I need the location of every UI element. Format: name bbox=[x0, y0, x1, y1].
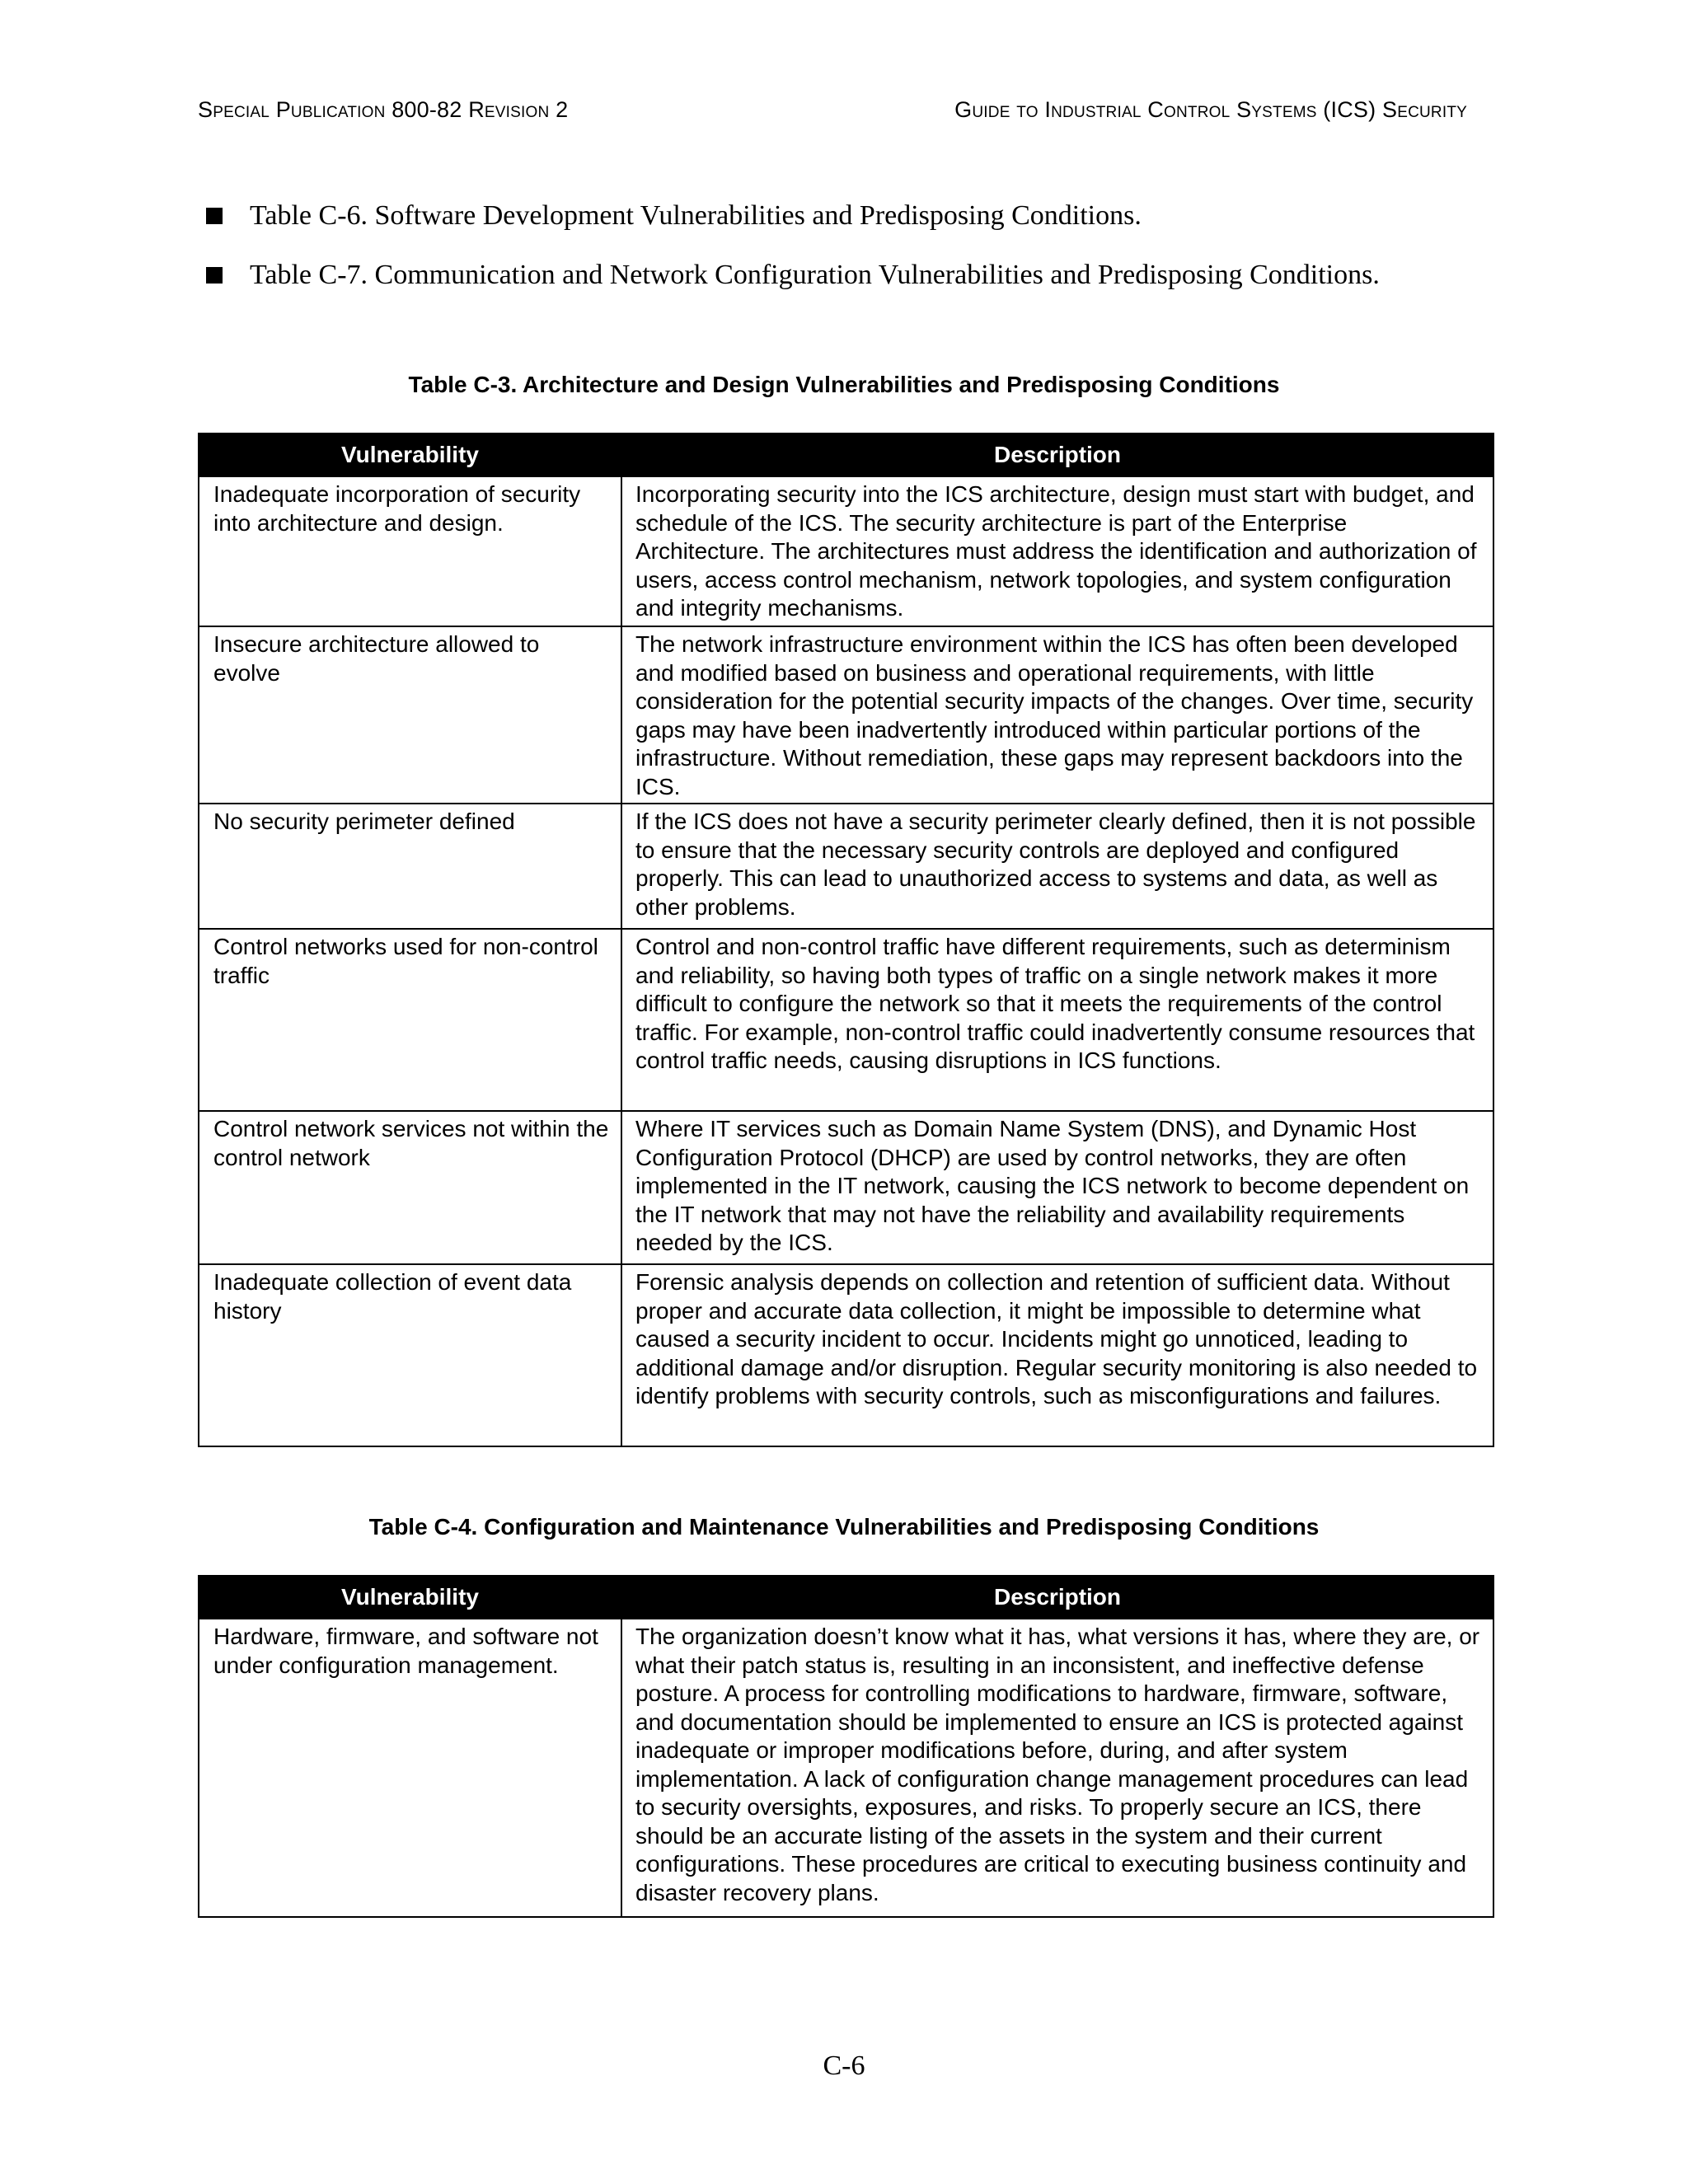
vulnerability-cell: No security perimeter defined bbox=[199, 804, 621, 929]
page-number: C-6 bbox=[823, 2050, 865, 2081]
description-cell: Control and non-control traffic have different requirements, such as determinism and reliability, so having both types of traffic on a single network makes it more difficult to configure the network so that it meets the requirements of the control traffic. For example, non-control traffic could inadvertently consume resources that control traffic needs, causing disruptions in ICS functions. bbox=[621, 929, 1493, 1111]
vulnerability-cell: Inadequate incorporation of security into architecture and design. bbox=[199, 476, 621, 626]
column-header-vulnerability: Vulnerability bbox=[199, 1576, 621, 1619]
description-cell: The network infrastructure environment within the ICS has often been developed and modified based on business and operational requirements, with little consideration for the potential security impacts of the changes. Over time, security gaps may have been inadvertently introduced within particular portions of the infrastructure. Without remediation, these gaps may represent backdoors into the ICS. bbox=[621, 626, 1493, 804]
table-header-row bbox=[199, 1576, 1493, 1619]
table-header-row bbox=[199, 434, 1493, 476]
vulnerability-cell: Hardware, firmware, and software not under configuration management. bbox=[199, 1619, 621, 1917]
table-row bbox=[199, 476, 1493, 626]
description-cell: Incorporating security into the ICS architecture, design must start with budget, and schedule of the ICS. The security architecture is part of the Enterprise Architecture. The architectures must address the identification and authorization of users, access control mechanism, network topologies, and system configuration and integrity mechanisms. bbox=[621, 476, 1493, 626]
description-cell: Where IT services such as Domain Name System (DNS), and Dynamic Host Configuration Protocol (DHCP) are used by control networks, they are often implemented in the IT network, causing the ICS network to become dependent on the IT network that may not have the reliability and availability requirements needed by the ICS. bbox=[621, 1111, 1493, 1264]
table-c4-caption: Table C-4. Configuration and Maintenance Vulnerabilities and Predisposing Conditions bbox=[368, 1514, 1320, 1540]
vulnerability-cell: Control network services not within the control network bbox=[199, 1111, 621, 1264]
vulnerability-cell: Insecure architecture allowed to evolve bbox=[199, 626, 621, 804]
table-c3 bbox=[198, 433, 1494, 1447]
table-row bbox=[199, 804, 1493, 929]
bullet-list bbox=[198, 196, 1500, 315]
description-cell: If the ICS does not have a security perimeter clearly defined, then it is not possible to ensure that the necessary security controls are deployed and configured properly. This can lead to unauthorized access to systems and data, as well as other problems. bbox=[621, 804, 1493, 929]
list-item-text: Table C-7. Communication and Network Configuration Vulnerabilities and Predisposing Conditions. bbox=[250, 260, 1380, 290]
description-cell: The organization doesn’t know what it has, what versions it has, where they are, or what their patch status is, resulting in an inconsistent, and ineffective defense posture. A process for controlling modifications to hardware, firmware, software, and documentation should be implemented to ensure an ICS is protected against inadequate or improper modifications before, during, and after system implementation. A lack of configuration change management procedures can lead to security oversights, exposures, and risks. To properly secure an ICS, there should be an accurate listing of the assets in the system and their current configurations. These procedures are critical to executing business continuity and disaster recovery plans. bbox=[621, 1619, 1493, 1917]
list-item bbox=[198, 196, 1500, 236]
table-c4 bbox=[198, 1575, 1494, 1918]
header-publication: Special Publication 800-82 Revision 2 bbox=[198, 97, 569, 122]
vulnerability-cell: Control networks used for non-control traffic bbox=[199, 929, 621, 1111]
description-cell: Forensic analysis depends on collection and retention of sufficient data. Without proper and accurate data collection, it might be impossible to determine what caused a security incident to occur. Incidents might go unnoticed, leading to additional damage and/or disruption. Regular security monitoring is also needed to identify problems with security controls, such as misconfigurations and failures. bbox=[621, 1264, 1493, 1446]
column-header-description: Description bbox=[621, 1576, 1493, 1619]
column-header-description: Description bbox=[621, 434, 1493, 476]
list-item-text: Table C-6. Software Development Vulnerabilities and Predisposing Conditions. bbox=[250, 200, 1142, 231]
list-item bbox=[198, 255, 1500, 295]
table-row bbox=[199, 1619, 1493, 1917]
table-row bbox=[199, 626, 1493, 804]
table-row bbox=[199, 929, 1493, 1111]
header-title: Guide to Industrial Control Systems (ICS) Security bbox=[954, 97, 1467, 122]
table-row bbox=[199, 1264, 1493, 1446]
square-bullet-icon bbox=[206, 208, 223, 224]
running-header bbox=[198, 97, 1490, 130]
column-header-vulnerability: Vulnerability bbox=[199, 434, 621, 476]
vulnerability-cell: Inadequate collection of event data history bbox=[199, 1264, 621, 1446]
table-c3-caption: Table C-3. Architecture and Design Vulnerabilities and Predisposing Conditions bbox=[408, 372, 1280, 397]
square-bullet-icon bbox=[206, 267, 223, 284]
table-row bbox=[199, 1111, 1493, 1264]
